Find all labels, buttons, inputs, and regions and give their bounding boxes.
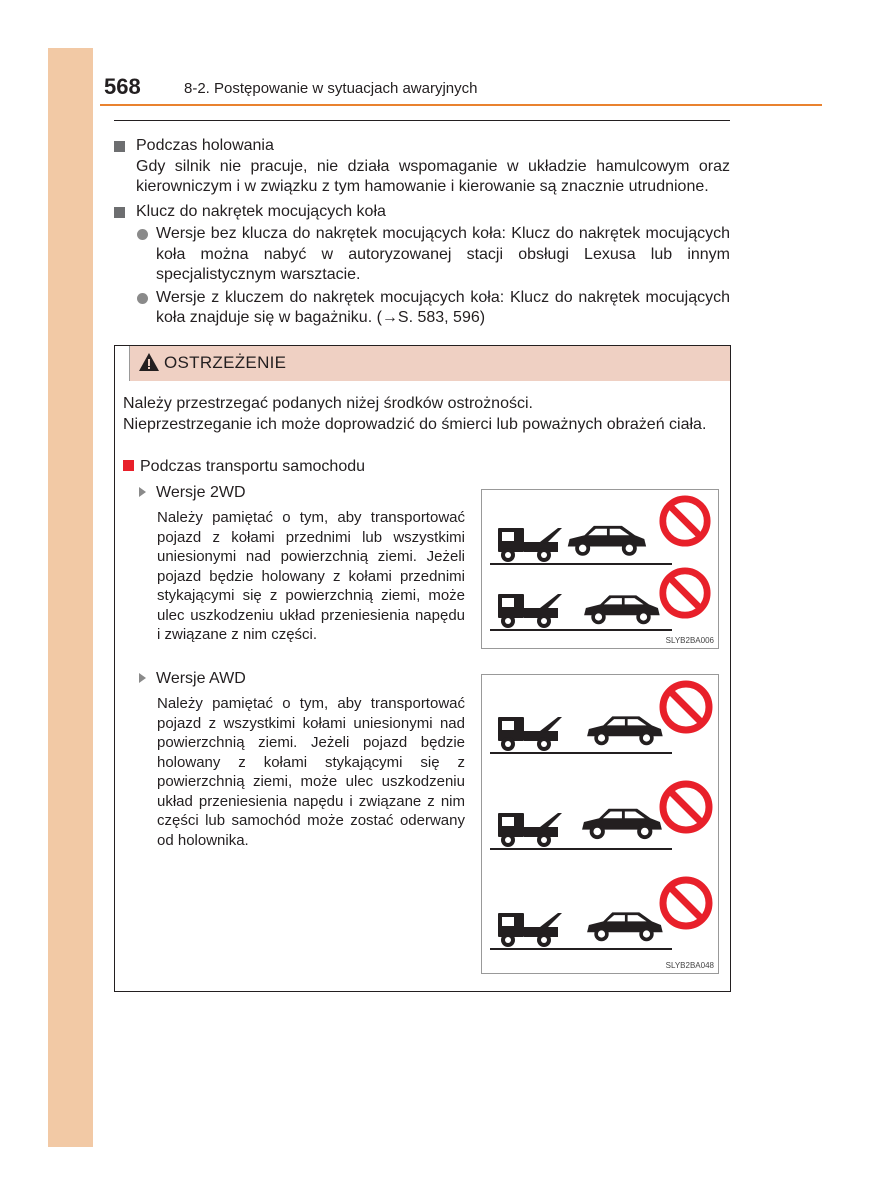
chapter-sidebar-tab	[48, 48, 93, 1147]
figure-2wd-towing	[481, 489, 719, 649]
page-header	[100, 72, 822, 106]
warning-header	[129, 346, 730, 381]
variant-label-text: Wersje 2WD	[156, 484, 246, 501]
section-heading-wrench	[114, 202, 730, 223]
section-heading-text: Podczas holowania	[136, 137, 274, 154]
triangle-bullet-icon	[139, 673, 146, 683]
triangle-bullet-icon	[139, 487, 146, 497]
page-number: 568	[104, 74, 141, 99]
section-title: 8-2. Postępowanie w sytuacjach awaryjnych	[184, 80, 478, 97]
variant-label-2wd	[139, 484, 246, 502]
round-bullet-icon	[137, 293, 148, 304]
section-heading-towing	[114, 136, 730, 157]
main-content	[114, 136, 730, 329]
list-item	[114, 288, 730, 329]
towing-illustration	[482, 490, 718, 648]
variant-text-2wd: Należy pamiętać o tym, aby transportować pojazd z kołami przednimi lub wszystkimi uniesionymi nad powierzchnią ziemi. Jeżeli pojazd będzie holowany z kołami przednimi stykającymi się z powierzchnią ziemi, może ulec uszkodzeniu układ przeniesienia napędu i związane z nim części.	[157, 509, 465, 643]
figure-awd-towing	[481, 674, 719, 974]
variant-label-awd	[139, 670, 246, 688]
warning-triangle-icon	[138, 352, 160, 372]
variant-text-awd: Należy pamiętać o tym, aby transportować pojazd z wszystkimi kołami uniesionymi nad powierzchnią ziemi. Jeżeli pojazd będzie holowany z kołami stykającymi się z powierzchnią ziemi, może ulec uszkodzeniu układ przeniesienia napędu i związane z nim części lub samochód może zostać oderwany od holownika.	[157, 695, 465, 849]
subsection-heading-text: Podczas transportu samochodu	[140, 458, 366, 475]
figure-code: SLYB2BA006	[665, 636, 714, 645]
list-item	[114, 224, 730, 286]
warning-intro	[123, 394, 723, 435]
warning-title: OSTRZEŻENIE	[164, 353, 287, 372]
list-item-text: Wersje z kluczem do nakrętek mocujących koła: Klucz do nakrętek mocujących koła znajduje się w bagażniku. (→S. 583, 596)	[156, 288, 730, 326]
subsection-heading	[123, 458, 365, 476]
header-divider	[114, 120, 730, 121]
section-body-towing: Gdy silnik nie pracuje, nie działa wspomaganie w układzie hamulcowym oraz kierowniczym i w związku z tym hamowanie i kierowanie są znacznie utrudnione.	[136, 157, 730, 195]
warning-intro-line-2: Nieprzestrzeganie ich może doprowadzić do śmierci lub poważnych obrażeń ciała.	[123, 415, 707, 433]
warning-box	[114, 345, 731, 992]
square-bullet-icon	[114, 141, 125, 152]
warning-intro-line-1: Należy przestrzegać podanych niżej środków ostrożności.	[123, 395, 533, 412]
list-item-text: Wersje bez klucza do nakrętek mocujących koła: Klucz do nakrętek mocujących koła można nabyć w autoryzowanej stacji obsługi Lexusa lub innym specjalistycznym warsztacie.	[156, 225, 730, 283]
towing-illustration	[482, 675, 718, 973]
figure-code: SLYB2BA048	[665, 961, 714, 970]
round-bullet-icon	[137, 229, 148, 240]
variant-label-text: Wersje AWD	[156, 670, 246, 687]
square-bullet-icon	[114, 207, 125, 218]
section-heading-text: Klucz do nakrętek mocujących koła	[136, 202, 386, 220]
red-square-bullet-icon	[123, 460, 134, 471]
